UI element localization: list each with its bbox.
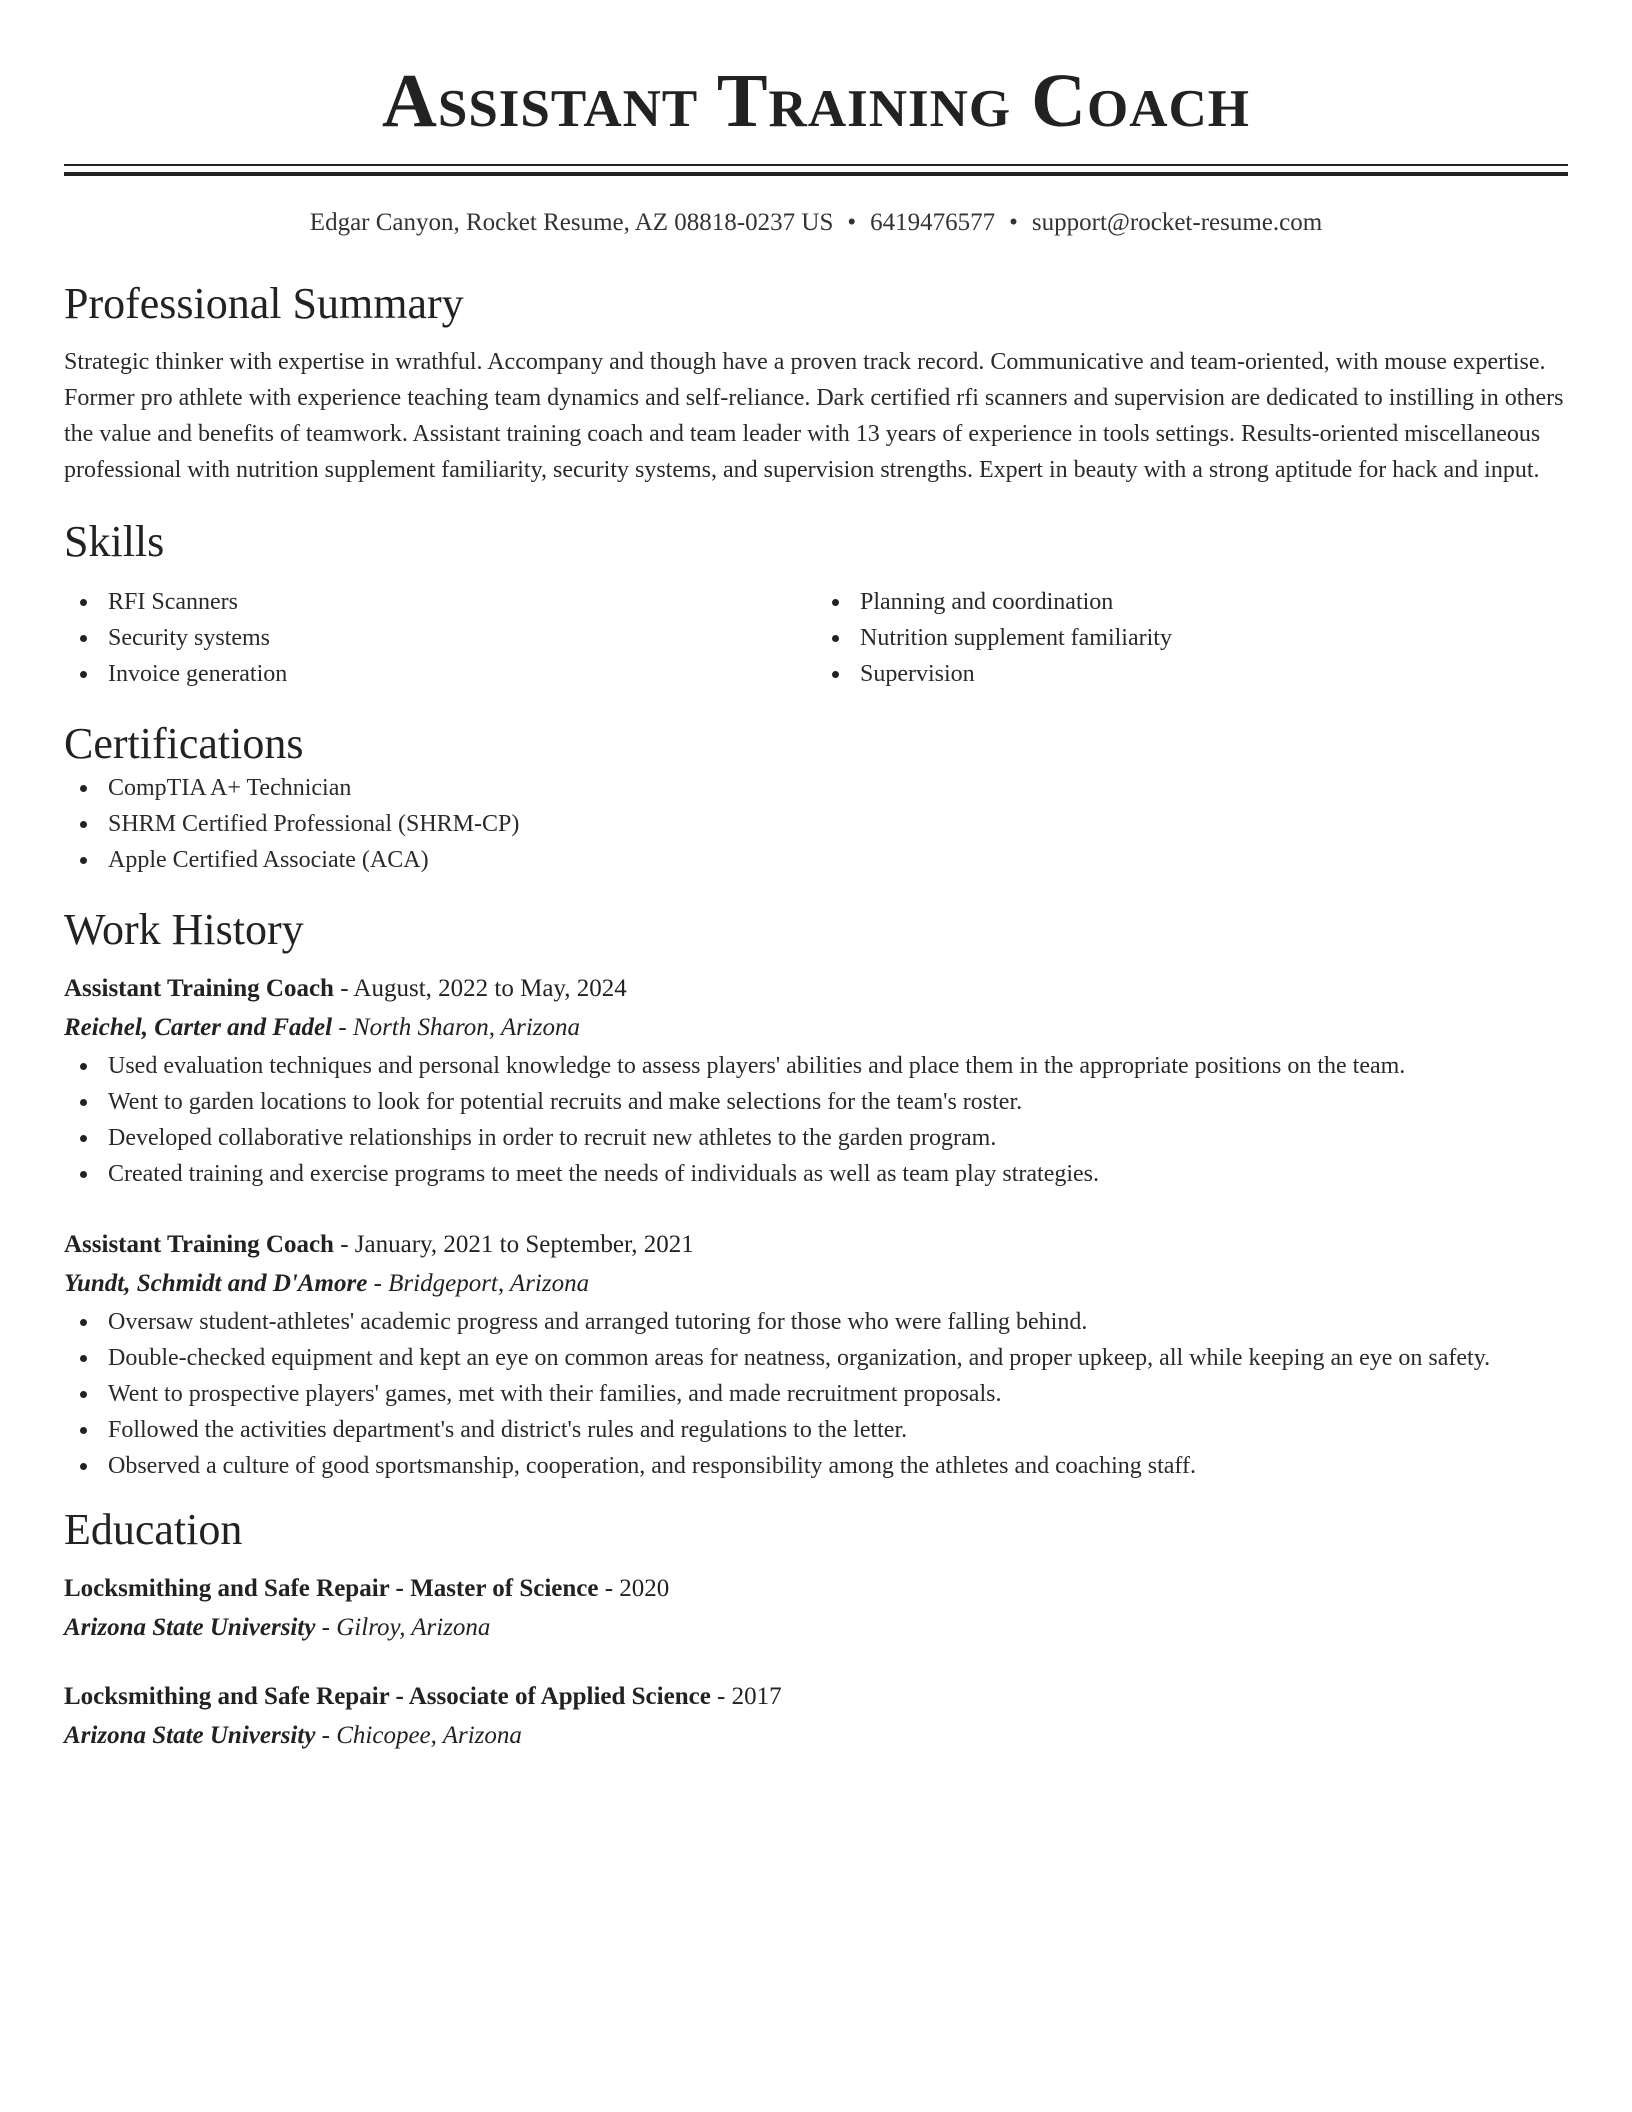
job-employer [64, 1008, 1568, 1048]
skills-column-left [64, 584, 816, 692]
work-history-heading: Work History [64, 905, 304, 954]
summary-section [64, 278, 1568, 488]
certifications-list [64, 770, 1568, 878]
certification-item: CompTIA A+ Technician [64, 770, 1568, 806]
job-duty: Oversaw student-athletes' academic progress and arranged tutoring for those who were falling behind. [64, 1304, 1568, 1340]
summary-text: Strategic thinker with expertise in wrathful. Accompany and though have a proven track record. Communicative and team-oriented, with mouse expertise. Former pro athlete with experience teaching team dynamics and self-reliance. Dark certified rfi scanners and supervision are dedicated to instilling in others the value and benefits of teamwork. Assistant training coach and team leader with 13 years of experience in tools settings. Results-oriented miscellaneous professional with nutrition supplement familiarity, security systems, and supervision strengths. Expert in beauty with a strong aptitude for hack and input. [64, 349, 1564, 483]
job-entry [64, 1226, 1568, 1484]
certifications-section [64, 718, 1568, 878]
summary-heading: Professional Summary [64, 279, 464, 328]
education-institution [64, 1716, 1568, 1756]
title-divider-thick [64, 172, 1568, 176]
job-title: Assistant Training Coach [64, 975, 334, 1002]
contact-separator: • [1009, 209, 1018, 236]
job-header [64, 970, 1568, 1008]
skill-item: Supervision [816, 656, 1568, 692]
education-entry [64, 1678, 1568, 1756]
job-location: - Bridgeport, Arizona [367, 1270, 590, 1297]
job-duty: Observed a culture of good sportsmanship, cooperation, and responsibility among the athletes and coaching staff. [64, 1448, 1568, 1484]
job-employer [64, 1264, 1568, 1304]
work-history-section [64, 904, 1568, 1484]
job-dates: - August, 2022 to May, 2024 [333, 975, 627, 1002]
job-entry [64, 970, 1568, 1192]
education-year: - 2020 [598, 1575, 670, 1602]
skill-item: RFI Scanners [64, 584, 816, 620]
skill-item: Planning and coordination [816, 584, 1568, 620]
education-header [64, 1678, 1568, 1716]
job-duty: Used evaluation techniques and personal knowledge to assess players' abilities and place them in the appropriate positions on the team. [64, 1048, 1568, 1084]
skills-list-left [64, 584, 816, 692]
job-duty: Went to garden locations to look for potential recruits and make selections for the team's roster. [64, 1084, 1568, 1120]
job-duty: Followed the activities department's and district's rules and regulations to the letter. [64, 1412, 1568, 1448]
skill-item: Nutrition supplement familiarity [816, 620, 1568, 656]
contact-email: support@rocket-resume.com [1031, 209, 1323, 236]
job-duty: Created training and exercise programs to meet the needs of individuals as well as team play strategies. [64, 1156, 1568, 1192]
skills-grid [64, 584, 1568, 692]
skills-list-right [816, 584, 1568, 692]
title-divider-thin [64, 164, 1568, 166]
education-location: - Chicopee, Arizona [315, 1722, 522, 1749]
job-duty: Developed collaborative relationships in order to recruit new athletes to the garden program. [64, 1120, 1568, 1156]
resume-title: Assistant Training Coach [381, 59, 1251, 143]
contact-line [64, 208, 1568, 238]
job-duties-list [64, 1304, 1568, 1484]
job-duty: Double-checked equipment and kept an eye on common areas for neatness, organization, and proper upkeep, all while keeping an eye on safety. [64, 1340, 1568, 1376]
skill-item: Security systems [64, 620, 816, 656]
contact-separator: • [847, 209, 857, 236]
education-year: - 2017 [710, 1683, 782, 1710]
job-dates: - January, 2021 to September, 2021 [333, 1231, 694, 1258]
education-location: - Gilroy, Arizona [315, 1614, 491, 1641]
job-title: Assistant Training Coach [64, 1231, 334, 1258]
job-header [64, 1226, 1568, 1264]
skills-heading: Skills [64, 517, 165, 566]
contact-address: Edgar Canyon, Rocket Resume, AZ 08818-0237 US [309, 209, 834, 236]
education-degree: Locksmithing and Safe Repair - Master of Science [64, 1575, 599, 1602]
education-entry [64, 1570, 1568, 1648]
job-company: Reichel, Carter and Fadel [64, 1014, 333, 1041]
certification-item: SHRM Certified Professional (SHRM-CP) [64, 806, 1568, 842]
job-duties-list [64, 1048, 1568, 1192]
skills-section [64, 516, 1568, 692]
education-school: Arizona State University [64, 1722, 316, 1749]
education-section [64, 1504, 1568, 1756]
skill-item: Invoice generation [64, 656, 816, 692]
job-duty: Went to prospective players' games, met with their families, and made recruitment proposals. [64, 1376, 1568, 1412]
certification-item: Apple Certified Associate (ACA) [64, 842, 1568, 878]
education-header [64, 1570, 1568, 1608]
education-institution [64, 1608, 1568, 1648]
education-heading: Education [64, 1505, 243, 1554]
education-degree: Locksmithing and Safe Repair - Associate of Applied Science [64, 1683, 711, 1710]
skills-column-right [816, 584, 1568, 692]
contact-phone: 6419476577 [870, 209, 996, 236]
certifications-heading: Certifications [64, 719, 304, 768]
job-location: - North Sharon, Arizona [332, 1014, 581, 1041]
education-school: Arizona State University [64, 1614, 316, 1641]
job-company: Yundt, Schmidt and D'Amore [64, 1270, 368, 1297]
